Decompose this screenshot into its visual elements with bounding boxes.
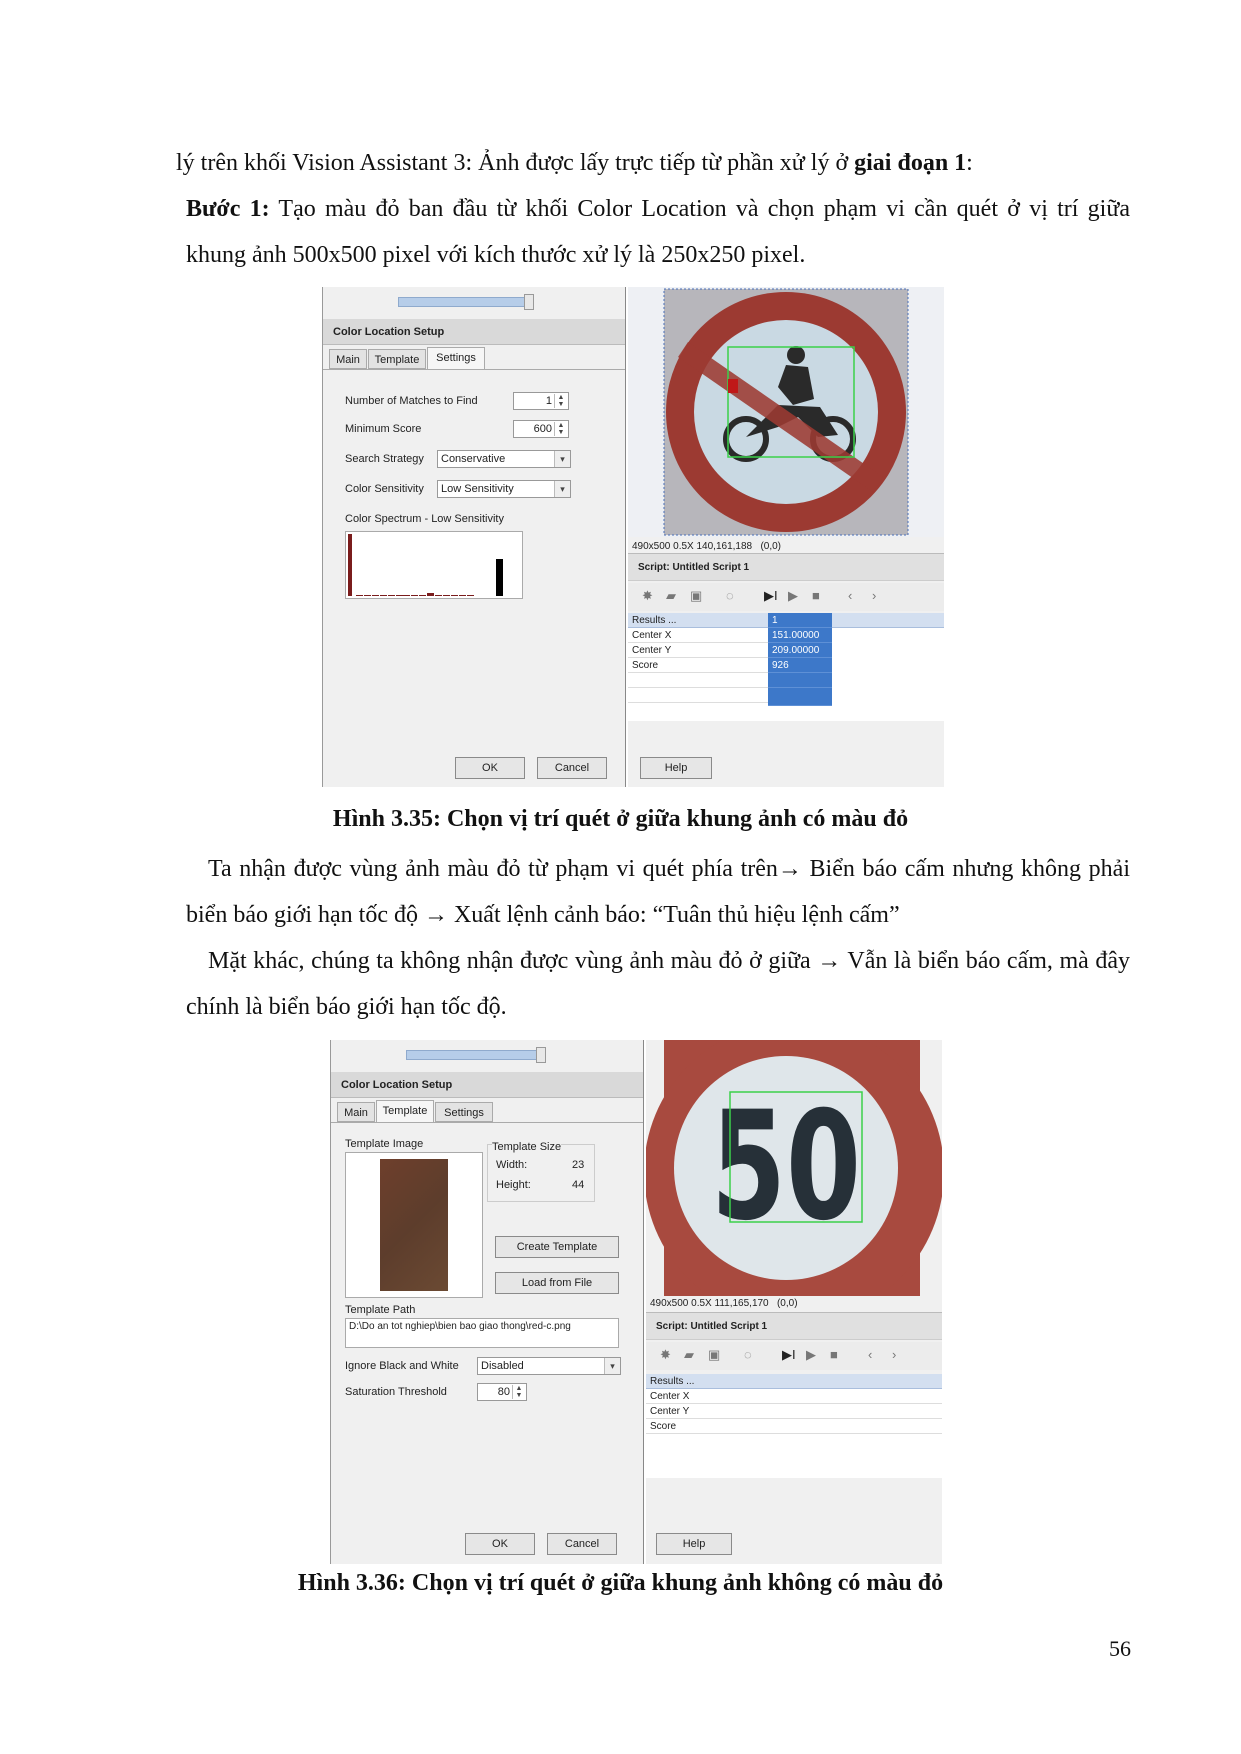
speed-limit-number: 50 bbox=[711, 1080, 861, 1254]
color-location-setup-panel bbox=[330, 1040, 644, 1564]
tab-settings[interactable]: Settings bbox=[435, 1102, 493, 1122]
paragraph-3: Mặt khác, chúng ta không nhận được vùng ảnh màu đỏ ở giữa → Vẫn là biển báo cấm, mà đây chính là biển báo giới hạn tốc độ. bbox=[186, 948, 1130, 1020]
tab-main[interactable]: Main bbox=[329, 349, 367, 369]
step1-paragraph bbox=[186, 186, 1130, 278]
results-header: Results ... bbox=[628, 613, 768, 628]
template-image-label: Template Image bbox=[345, 1138, 424, 1150]
intro-bold: giai đoạn 1 bbox=[854, 150, 967, 176]
height-value: 44 bbox=[572, 1179, 585, 1191]
template-image-swatch bbox=[380, 1159, 448, 1291]
new-step-icon[interactable]: ✸ bbox=[660, 1347, 671, 1362]
spectrum-bar bbox=[451, 595, 458, 596]
result-name: Score bbox=[628, 658, 768, 673]
matches-label: Number of Matches to Find bbox=[345, 395, 478, 407]
empty-row-value bbox=[768, 673, 832, 688]
spectrum-bar bbox=[411, 595, 418, 596]
help-button[interactable]: Help bbox=[656, 1533, 732, 1555]
tab-template[interactable]: Template bbox=[376, 1100, 434, 1122]
results-grid bbox=[646, 1374, 942, 1478]
strategy-label: Search Strategy bbox=[345, 453, 424, 465]
new-step-icon[interactable]: ✸ bbox=[642, 588, 653, 603]
ignore-bw-select[interactable] bbox=[477, 1357, 621, 1375]
results-grid bbox=[628, 613, 944, 721]
image-and-script-panel bbox=[628, 287, 944, 787]
spectrum-bar bbox=[403, 595, 410, 596]
image-info-bar bbox=[650, 1298, 798, 1309]
zoom-slider-track[interactable] bbox=[398, 297, 530, 307]
help-button[interactable]: Help bbox=[640, 757, 712, 779]
setup-title: Color Location Setup bbox=[323, 319, 625, 345]
template-path-label: Template Path bbox=[345, 1304, 416, 1316]
result-value bbox=[806, 1419, 942, 1434]
sensitivity-select[interactable] bbox=[437, 480, 571, 498]
template-size-label: Template Size bbox=[492, 1141, 562, 1153]
comment-icon[interactable]: ◌ bbox=[726, 588, 734, 603]
spectrum-bar bbox=[364, 595, 371, 596]
image-and-script-panel bbox=[646, 1040, 942, 1564]
create-template-button[interactable]: Create Template bbox=[495, 1236, 619, 1258]
spectrum-bar bbox=[348, 534, 352, 596]
matches-value: 1 bbox=[545, 395, 552, 407]
results-col-header: 1 bbox=[768, 613, 832, 628]
results-header: Results ... bbox=[646, 1374, 806, 1389]
template-path-value: D:\Do an tot nghiep\bien bao giao thong\red-c.png bbox=[349, 1321, 571, 1332]
zoom-slider-thumb[interactable] bbox=[536, 1047, 546, 1063]
min-score-label: Minimum Score bbox=[345, 423, 422, 435]
script-toolbar bbox=[646, 1342, 942, 1370]
save-icon[interactable]: ▣ bbox=[708, 1347, 721, 1362]
results-col-header bbox=[806, 1374, 942, 1389]
step1-label: Bước 1: bbox=[186, 196, 270, 222]
chevron-down-icon[interactable]: ▾ bbox=[554, 481, 570, 497]
template-path-field[interactable] bbox=[345, 1318, 619, 1348]
result-name: Center Y bbox=[628, 643, 768, 658]
result-value bbox=[806, 1389, 942, 1404]
tab-template[interactable]: Template bbox=[368, 349, 426, 369]
run-once-icon[interactable]: ▶I bbox=[764, 588, 778, 603]
spectrum-label: Color Spectrum - Low Sensitivity bbox=[345, 513, 504, 525]
play-icon[interactable]: ▶ bbox=[788, 588, 798, 603]
spectrum-bar bbox=[443, 595, 450, 596]
spectrum-bar bbox=[388, 595, 395, 596]
spectrum-bar bbox=[459, 595, 466, 596]
stop-icon[interactable]: ■ bbox=[812, 588, 820, 603]
cancel-button[interactable]: Cancel bbox=[547, 1533, 617, 1555]
prev-icon[interactable]: ‹ bbox=[868, 1347, 873, 1362]
ignore-bw-label: Ignore Black and White bbox=[345, 1360, 459, 1372]
strategy-value: Conservative bbox=[441, 453, 506, 465]
spectrum-bar bbox=[356, 595, 363, 596]
result-name: Center Y bbox=[646, 1404, 806, 1419]
paragraph-2: Ta nhận được vùng ảnh màu đỏ từ phạm vi quét phía trên→ Biển báo cấm nhưng không phải biển báo giới hạn tốc độ → Xuất lệnh cảnh báo: “Tuân thủ hiệu lệnh cấm” bbox=[186, 856, 1130, 928]
results-extra bbox=[832, 613, 944, 628]
result-value: 926 bbox=[768, 658, 832, 673]
tab-settings[interactable]: Settings bbox=[427, 347, 485, 369]
min-score-value: 600 bbox=[533, 423, 552, 435]
intro-suffix: : bbox=[966, 150, 973, 176]
ok-button[interactable]: OK bbox=[455, 757, 525, 779]
chevron-down-icon[interactable]: ▾ bbox=[554, 451, 570, 467]
sign-image-viewer[interactable] bbox=[646, 1040, 942, 1296]
figure2-screenshot bbox=[330, 1040, 942, 1564]
script-toolbar bbox=[628, 583, 944, 611]
tab-strip-line bbox=[331, 1122, 643, 1123]
script-title: Script: Untitled Script 1 bbox=[646, 1312, 942, 1340]
spectrum-bar bbox=[435, 595, 442, 596]
sensitivity-label: Color Sensitivity bbox=[345, 483, 424, 495]
play-icon[interactable]: ▶ bbox=[806, 1347, 816, 1362]
tab-main[interactable]: Main bbox=[337, 1102, 375, 1122]
result-name: Center X bbox=[646, 1389, 806, 1404]
next-icon[interactable]: › bbox=[872, 588, 877, 603]
speed-limit-sign-image bbox=[646, 1040, 942, 1296]
image-coord: (0,0) bbox=[776, 1298, 798, 1309]
spinner-arrows-icon[interactable]: ▲ ▼ bbox=[554, 422, 567, 436]
spectrum-bar bbox=[380, 595, 387, 596]
height-label: Height: bbox=[496, 1179, 531, 1191]
template-size-group bbox=[487, 1141, 595, 1202]
script-title: Script: Untitled Script 1 bbox=[628, 553, 944, 581]
save-icon[interactable]: ▣ bbox=[690, 588, 703, 603]
empty-row bbox=[628, 688, 768, 703]
figure1-screenshot bbox=[322, 287, 944, 787]
result-name: Center X bbox=[628, 628, 768, 643]
cancel-button[interactable]: Cancel bbox=[537, 757, 607, 779]
spectrum-bar bbox=[427, 593, 434, 596]
min-score-spinner[interactable] bbox=[513, 420, 569, 438]
spectrum-bw-bar bbox=[496, 559, 503, 596]
result-name: Score bbox=[646, 1419, 806, 1434]
matches-spinner[interactable] bbox=[513, 392, 569, 410]
saturation-value: 80 bbox=[497, 1386, 510, 1398]
spectrum-bar bbox=[372, 595, 379, 596]
zoom-slider-thumb[interactable] bbox=[524, 294, 534, 310]
intro-text: lý trên khối Vision Assistant 3: Ảnh được lấy trực tiếp từ phần xử lý ở bbox=[176, 150, 855, 176]
empty-row-value bbox=[768, 688, 832, 706]
sign-image-viewer[interactable] bbox=[628, 287, 944, 537]
color-spectrum-chart bbox=[345, 531, 523, 599]
zoom-slider-track[interactable] bbox=[406, 1050, 542, 1060]
image-info-bar bbox=[632, 541, 781, 552]
run-once-icon[interactable]: ▶I bbox=[782, 1347, 796, 1362]
spectrum-bar bbox=[396, 595, 403, 596]
figure1-caption: Hình 3.35: Chọn vị trí quét ở giữa khung ảnh có màu đỏ bbox=[332, 806, 909, 832]
open-folder-icon[interactable]: ▰ bbox=[684, 1347, 694, 1362]
prev-icon[interactable]: ‹ bbox=[848, 588, 853, 603]
step1-text: Tạo màu đỏ ban đầu từ khối Color Location và chọn phạm vi cần quét ở vị trí giữa khung ảnh 500x500 pixel với kích thước xử lý là 250x250 pixel. bbox=[186, 196, 1131, 268]
result-value: 209.00000 bbox=[768, 643, 832, 658]
width-value: 23 bbox=[572, 1159, 585, 1171]
stop-icon[interactable]: ■ bbox=[830, 1347, 838, 1362]
tab-strip-line bbox=[323, 369, 625, 370]
color-location-setup-panel bbox=[322, 287, 626, 787]
spectrum-bar bbox=[467, 595, 474, 596]
chevron-down-icon[interactable]: ▾ bbox=[604, 1358, 620, 1374]
saturation-label: Saturation Threshold bbox=[345, 1386, 447, 1398]
width-label: Width: bbox=[496, 1159, 528, 1171]
ignore-bw-value: Disabled bbox=[481, 1360, 524, 1372]
result-value bbox=[806, 1404, 942, 1419]
image-info: 490x500 0.5X 140,161,188 bbox=[632, 541, 753, 552]
no-motorcycle-sign-image bbox=[628, 287, 944, 537]
template-image-box bbox=[345, 1152, 483, 1298]
intro-line bbox=[176, 140, 1120, 186]
page-number: 56 bbox=[1109, 1636, 1131, 1661]
next-icon[interactable]: › bbox=[892, 1347, 897, 1362]
setup-title: Color Location Setup bbox=[331, 1072, 643, 1098]
figure2-caption: Hình 3.36: Chọn vị trí quét ở giữa khung ảnh không có màu đỏ bbox=[297, 1570, 944, 1596]
load-from-file-button[interactable]: Load from File bbox=[495, 1272, 619, 1294]
spinner-arrows-icon[interactable]: ▲ ▼ bbox=[512, 1385, 525, 1399]
saturation-spinner[interactable] bbox=[477, 1383, 527, 1401]
sensitivity-value: Low Sensitivity bbox=[441, 483, 514, 495]
image-coord: (0,0) bbox=[760, 541, 782, 552]
image-info: 490x500 0.5X 111,165,170 bbox=[650, 1298, 769, 1309]
spectrum-bar bbox=[419, 595, 426, 596]
result-value: 151.00000 bbox=[768, 628, 832, 643]
open-folder-icon[interactable]: ▰ bbox=[666, 588, 676, 603]
empty-row bbox=[628, 673, 768, 688]
ok-button[interactable]: OK bbox=[465, 1533, 535, 1555]
strategy-select[interactable] bbox=[437, 450, 571, 468]
spinner-arrows-icon[interactable]: ▲ ▼ bbox=[554, 394, 567, 408]
comment-icon[interactable]: ◌ bbox=[744, 1347, 752, 1362]
